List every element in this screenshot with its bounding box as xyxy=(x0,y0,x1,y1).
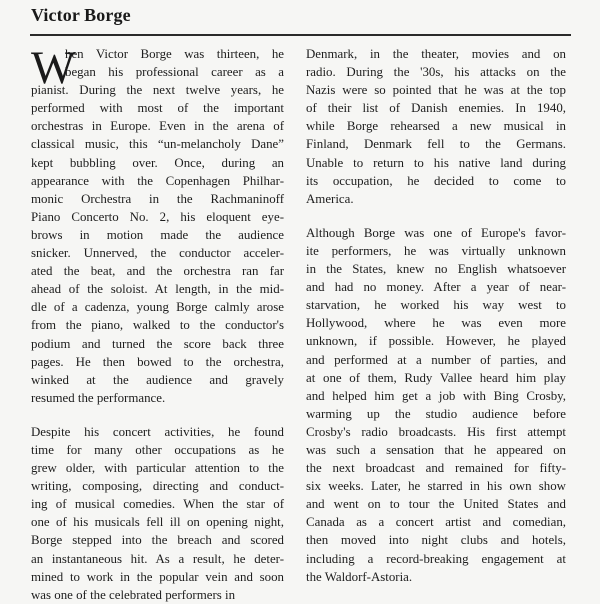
text-line: resumed the performance. xyxy=(31,390,166,405)
text-line: then moved into night clubs and hotels, xyxy=(306,533,566,548)
text-line: ing of musical comedies. When the star of xyxy=(31,497,284,512)
text-line: America. xyxy=(306,191,354,206)
paragraph-1 xyxy=(31,42,284,407)
text-line: in the States, knew no English whatsoever xyxy=(306,262,566,277)
text-line: winked at the audience and gravely xyxy=(31,372,284,387)
paragraph-2 xyxy=(31,423,284,604)
text-line: and performed at a number of parties, and xyxy=(306,352,566,367)
text-line: the Waldorf-Astoria. xyxy=(306,569,413,584)
text-line: ite performers, he was virtually unknown xyxy=(306,243,566,258)
text-line: and helped him get a job with Bing Crosby, xyxy=(306,388,566,403)
text-line: monic Orchestra in the Rachmaninoff xyxy=(31,191,284,206)
text-line: starvation, he worked his way west to xyxy=(306,298,566,313)
text-line: Despite his concert activities, he found xyxy=(31,424,284,439)
text-line: Although Borge was one of Europe's favor- xyxy=(306,225,566,240)
text-line: was such a sensation that he appeared on xyxy=(306,442,566,457)
text-line: began his professional career as a xyxy=(65,65,284,80)
text-line: Crosby's radio broadcasts. His first attempt xyxy=(306,424,566,439)
text-line: and went on to tour the United States and xyxy=(306,497,566,512)
paragraph-4 xyxy=(306,224,566,586)
text-line: ahead of the soloist. At length, in the mid- xyxy=(31,282,284,297)
text-line: unknown, if possible. However, he played xyxy=(306,334,566,349)
text-line: snicker. Unnerved, the conductor acceler- xyxy=(31,246,284,261)
left-column xyxy=(31,42,284,604)
text-line: Nazis were so pointed that he was at the top xyxy=(306,83,566,98)
text-line: appearance with the Copenhagen Philhar- xyxy=(31,173,284,188)
text-line: dle of a cadenza, young Borge calmly arose xyxy=(31,300,284,315)
paragraph-3 xyxy=(306,45,566,208)
text-line: podium and turned the score back three xyxy=(31,336,284,351)
text-line: Unable to return to his native land during xyxy=(306,155,566,170)
text-line: pianist. During the next twelve years, he xyxy=(31,83,284,98)
text-line: an instantaneous hit. As a result, he deter- xyxy=(31,551,284,566)
text-line: writing, composing, directing and conduct- xyxy=(31,479,284,494)
text-line: and had no money. After a year of near- xyxy=(306,280,566,295)
text-line: was one of the celebrated performers in xyxy=(31,587,236,602)
text-line: time for many other occupations as he xyxy=(31,442,284,457)
text-line: its occupation, he decided to come to xyxy=(306,173,566,188)
text-line: Finland, Denmark fell to the Germans. xyxy=(306,137,566,152)
text-line: pages. He then bowed to the orchestra, xyxy=(31,354,284,369)
text-line: performed with most of the important xyxy=(31,101,284,116)
text-line: including a record-breaking engagement at xyxy=(306,551,566,566)
text-line: grew older, with particular attention to the xyxy=(31,461,284,476)
text-line: Borge stepped into the breach and scored xyxy=(31,533,284,548)
text-line: of their list of Danish enemies. In 1940, xyxy=(306,101,566,116)
text-line: six weeks. Later, he starred in his own show xyxy=(306,479,566,494)
text-line: classical music, this “un-melancholy Dane” xyxy=(31,137,284,152)
article-title: Victor Borge xyxy=(31,5,131,25)
text-line: while Borge rehearsed a new musical in xyxy=(306,119,566,134)
text-line: Canada as a concert artist and comedian, xyxy=(306,515,566,530)
text-line: from the piano, walked to the conductor's xyxy=(31,318,284,333)
text-line: Piano Concerto No. 2, his eloquent eye- xyxy=(31,209,284,224)
text-line: Hollywood, where he was even more xyxy=(306,316,566,331)
text-line: ated the beat, and the orchestra ran far xyxy=(31,264,284,279)
right-column xyxy=(306,45,566,586)
title-rule xyxy=(30,34,571,36)
text-line: the next broadcast and remained for fifty- xyxy=(306,461,566,476)
text-line: radio. During the '30s, his attacks on the xyxy=(306,65,566,80)
text-line: Denmark, in the theater, movies and on xyxy=(306,47,566,61)
drop-cap: W xyxy=(31,42,76,94)
text-line: mined to work in the popular vein and soon xyxy=(31,569,284,584)
text-line: warming up the studio audience before xyxy=(306,406,566,421)
text-line: brows in motion made the audience xyxy=(31,227,284,242)
text-line: one of his musicals fell ill on opening night, xyxy=(31,515,284,530)
text-line: kept bubbling over. Once, during an xyxy=(31,155,284,170)
text-line: orchestras in Europe. Even in the arena of xyxy=(31,119,284,134)
text-line: hen Victor Borge was thirteen, he xyxy=(65,47,284,61)
text-line: at one of them, Rudy Vallee heard him play xyxy=(306,370,566,385)
